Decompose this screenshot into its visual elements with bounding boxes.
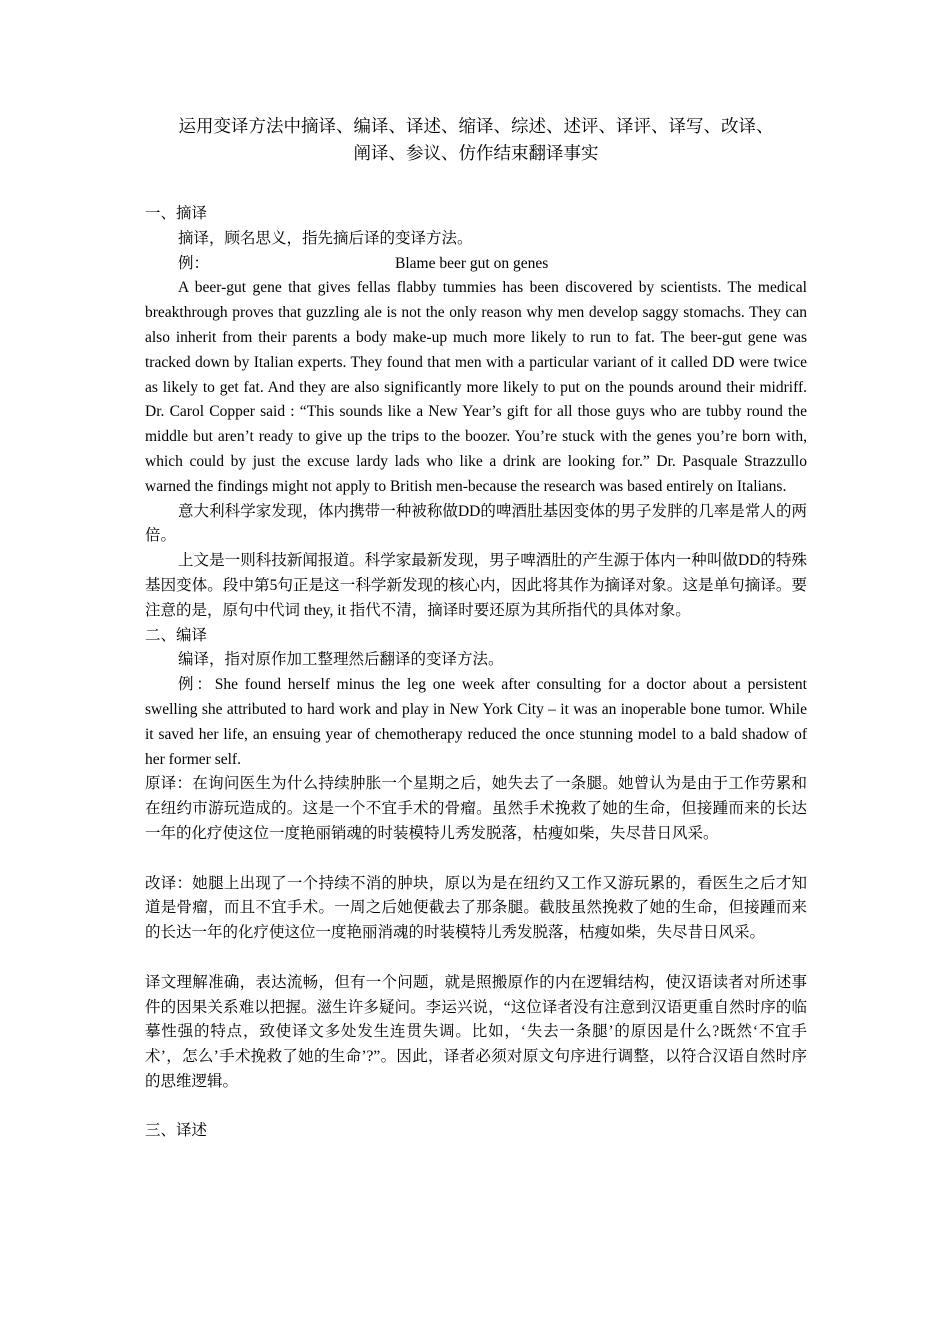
section1-translation: 意大利科学家发现，体内携带一种被称做DD的啤酒肚基因变体的男子发胖的几率是常人的两倍。 <box>145 502 807 545</box>
example-label: 例： <box>178 254 210 272</box>
example-title: Blame beer gut on genes <box>395 254 549 272</box>
revised-translation: 改译：她腿上出现了一个持续不消的肿块，原以为是在纽约又工作又游玩累的，看医生之后才知道是骨瘤，而且不宜手术。一周之后她便截去了那条腿。截肢虽然挽救了她的生命，但接踵而来的长达一年的化疗使这位一度艳丽消魂的时装模特儿秀发脱落，枯瘦如柴，失尽昔日风采。 <box>145 874 807 942</box>
english-passage: A beer-gut gene that gives fellas flabby tummies has been discovered by scientists. The medical breakthrough proves that guzzling ale is not the only reason why men develop saggy stomachs. They can also inherit from their parents a body make-up much more likely to run to fat. The beer-gut gene was tracked down by Italian experts. They found that men with a particular variant of it called DD were twice as likely to get fat. And they are also significantly more likely to put on the pounds around their midriff. Dr. Carol Copper said : “This sounds like a New Year’s gift for all those guys who are tubby round the middle but aren’t ready to give up the trips to the boozer. You’re stuck with the genes you’re born with, which could by just the excuse lardy lads who like a drink are looking for.” Dr. Pasquale Strazzullo warned the findings might not apply to British men-because the research was based entirely on Italians. <box>145 279 807 495</box>
title-line-1: 运用变译方法中摘译、编译、译述、缩译、综述、述评、译评、译写、改译、 <box>178 116 774 136</box>
document-page <box>145 113 807 1144</box>
spacer <box>145 1095 807 1120</box>
section1-definition: 摘译，顾名思义，指先摘后译的变译方法。 <box>178 229 473 247</box>
original-translation: 原译：在询问医生为什么持续肿胀一个星期之后，她失去了一条腿。她曾认为是由于工作劳累和在纽约市游玩造成的。这是一个不宜手术的骨瘤。虽然手术挽救了她的生命，但接踵而来的长达一年的化疗使这位一度艳丽销魂的时装模特儿秀发脱落，枯瘦如柴，失尽昔日风采。 <box>145 775 807 842</box>
section1-example-line <box>145 252 807 277</box>
translation-analysis: 译文理解准确，表达流畅，但有一个问题，就是照搬原作的内在逻辑结构，使汉语读者对所述事件的因果关系难以把握。滋生许多疑问。李运兴说，“这位译者没有注意到汉语更重自然时序的临摹性强的特点，致使译文多处发生连贯失调。比如，‘失去一条腿’的原因是什么?既然‘不宜手术’，怎么’手术挽救了她的生命’?”。因此，译者必须对原文句序进行调整，以符合汉语自然时序的思维逻辑。 <box>145 973 807 1090</box>
section-heading-3: 三、译述 <box>145 1122 208 1140</box>
section2-definition: 编译，指对原作加工整理然后翻译的变译方法。 <box>178 651 504 669</box>
section2-example: 例：She found herself minus the leg one week after consulting for a doctor about a persistent swelling she attributed to hard work and play in New York City – it was an inoperable bone tumor. While it saved her life, an ensuing year of chemotherapy reduced the once stunning model to a bald shadow of her former self. <box>145 676 807 768</box>
spacer <box>145 946 807 971</box>
section-heading-1: 一、摘译 <box>145 205 208 222</box>
document-title <box>145 113 807 167</box>
section-heading-2: 二、编译 <box>145 626 208 644</box>
title-line-2: 阐译、参议、仿作结束翻译事实 <box>353 143 599 163</box>
spacer <box>145 847 807 872</box>
section1-commentary: 上文是一则科技新闻报道。科学家最新发现，男子啤酒肚的产生源于体内一种叫做DD的特殊基因变体。段中第5句正是这一科学新发现的核心内，因此将其作为摘译对象。这是单句摘译。要注意的是，原句中代词 they, it 指代不清，摘译时要还原为其所指代的具体对象。 <box>145 552 807 619</box>
